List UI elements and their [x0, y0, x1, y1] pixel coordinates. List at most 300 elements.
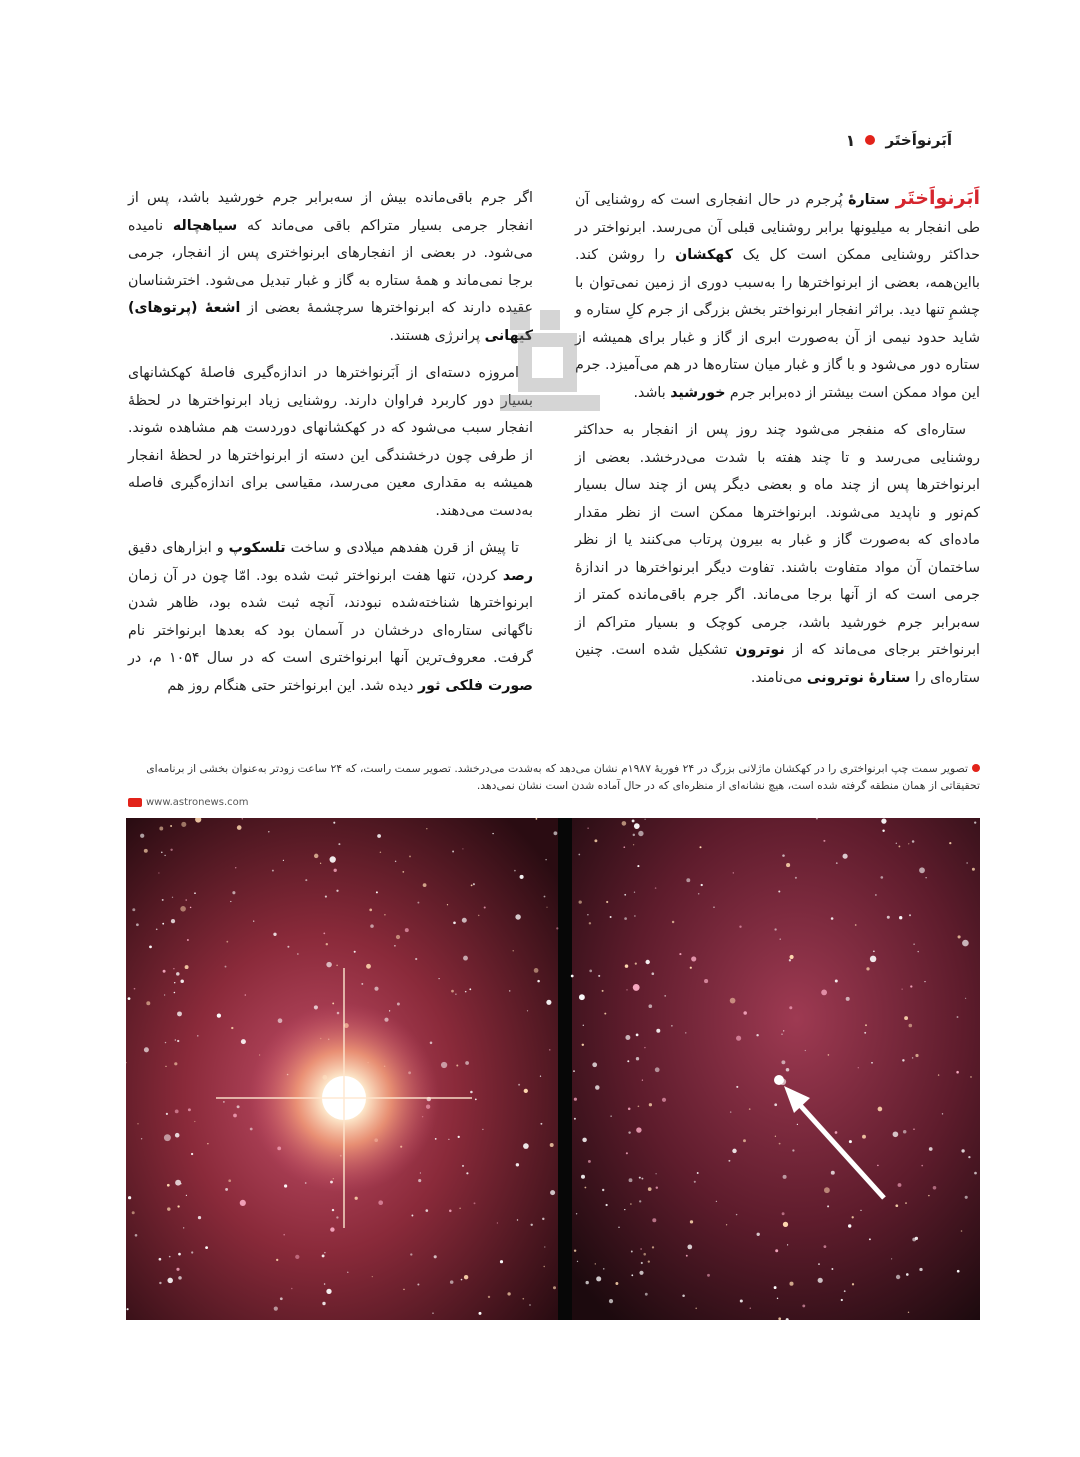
star [278, 1018, 283, 1023]
star [389, 1010, 390, 1011]
star [459, 1207, 461, 1209]
star [686, 1255, 688, 1257]
star [355, 1197, 358, 1200]
star [802, 1304, 805, 1307]
star [631, 1274, 633, 1276]
star [873, 951, 875, 953]
star [176, 1268, 179, 1271]
page-header [128, 124, 952, 156]
star [451, 990, 454, 993]
star [610, 916, 612, 918]
progenitor-star [774, 1075, 784, 1085]
star [604, 1013, 606, 1015]
credit-url[interactable]: www.astronews.com [146, 797, 249, 808]
star [462, 848, 463, 849]
star [305, 879, 307, 881]
star [469, 988, 471, 990]
star [740, 1299, 743, 1302]
star [354, 951, 356, 953]
star [470, 1091, 473, 1094]
star [396, 935, 400, 939]
photo-divider [558, 818, 572, 1320]
star [779, 1143, 781, 1145]
star [743, 1011, 747, 1015]
star [587, 828, 588, 829]
star [550, 1190, 555, 1195]
star [191, 1251, 193, 1253]
star [644, 1047, 645, 1048]
star [461, 1279, 463, 1281]
star [589, 922, 591, 924]
star [836, 862, 838, 864]
star [910, 985, 912, 987]
star [542, 1218, 544, 1220]
star [241, 1039, 246, 1044]
star [841, 1299, 843, 1301]
star [544, 1246, 545, 1247]
star [166, 1113, 168, 1115]
star [432, 1313, 433, 1314]
star [283, 1234, 285, 1236]
star [175, 1180, 181, 1186]
star [844, 1290, 846, 1292]
star [958, 935, 961, 938]
star [630, 1203, 632, 1205]
star [484, 906, 486, 908]
star [347, 1272, 348, 1273]
star [648, 1260, 650, 1262]
star [929, 1147, 933, 1151]
star [824, 1245, 827, 1248]
star [631, 1251, 633, 1253]
star [403, 1289, 405, 1291]
star [589, 970, 592, 973]
star [174, 1062, 177, 1065]
star [625, 1035, 630, 1040]
star [322, 1302, 325, 1305]
star [598, 975, 600, 977]
star [579, 900, 582, 903]
star [198, 1216, 201, 1219]
star [162, 923, 164, 925]
star [546, 1000, 551, 1005]
right-column [575, 185, 980, 702]
star [782, 1212, 785, 1215]
star [733, 872, 734, 873]
star [509, 990, 511, 992]
star [827, 1205, 829, 1207]
star [818, 1263, 820, 1265]
star [775, 1249, 778, 1252]
star [463, 956, 468, 961]
star [624, 1209, 625, 1210]
star [786, 863, 790, 867]
star [374, 987, 378, 991]
star [380, 851, 382, 853]
publisher-watermark-logo [490, 300, 610, 430]
star [410, 1253, 412, 1255]
star [144, 1047, 149, 1052]
star [369, 909, 372, 912]
star [523, 1143, 529, 1149]
star [938, 1074, 939, 1075]
star [361, 983, 363, 985]
star [862, 1135, 866, 1139]
star [713, 907, 714, 908]
star [250, 1128, 253, 1131]
star [625, 964, 629, 968]
term-star[interactable]: ستارهٔ [848, 192, 890, 208]
star [707, 1274, 710, 1277]
star [849, 1140, 852, 1143]
star [523, 1298, 525, 1300]
star [297, 953, 298, 954]
star [479, 1312, 482, 1315]
term-cosmic-rays[interactable]: اشعهٔ (پرتوهای) کیهانی [128, 300, 533, 344]
star [465, 1061, 469, 1065]
star [326, 962, 332, 968]
star [325, 896, 327, 898]
star [957, 1270, 960, 1273]
star [594, 839, 597, 842]
star [134, 988, 136, 990]
star [690, 967, 692, 969]
star [574, 1118, 576, 1120]
entry-paragraph-1: اَبَرنواَختَرستارهٔ پُرجرم در حال انفجاری است که روشنایی آن طی انفجار به میلیونها برابر روشنایی قبلی آن می‌رسد. ابرنواختر در حداکثر روشنایی ممکن است کل یک کهکشان را روشن کند. بااین‌همه، بعضی از ابرنواخترها را به‌سبب دوری از زمین نمی‌توان با چشمِ تنها دید. براثر انفجار ابرنواختر بخش بزرگی از جرم کلِ ستاره و شاید حدود نیمی از آن به‌صورت ابری از گاز و غبار برای همیشه از ستاره دور می‌شود و با گاز و غبار میان ستاره‌ها در هم می‌آمیزد. جرم این مواد ممکن است بیشتر از ده‌برابر جرم خورشید باشد. [575, 187, 980, 401]
star [877, 1165, 879, 1167]
star [949, 842, 951, 844]
star [655, 887, 657, 889]
star [276, 1259, 278, 1261]
star [965, 1196, 968, 1199]
star [956, 1071, 959, 1074]
star [639, 1271, 643, 1275]
entry-headword: اَبَرنواَختَر [895, 187, 980, 209]
star [624, 917, 627, 920]
figure-caption [128, 760, 980, 794]
star [550, 1143, 554, 1147]
star [633, 844, 634, 845]
star [164, 1134, 171, 1141]
star [648, 1187, 652, 1191]
star [774, 1103, 777, 1106]
star [685, 1032, 686, 1033]
star [141, 1138, 142, 1139]
star [176, 972, 180, 976]
star [966, 862, 967, 863]
star [450, 1280, 454, 1284]
star [237, 825, 242, 830]
star [520, 875, 524, 879]
star [634, 892, 635, 893]
star [869, 1238, 871, 1240]
star [588, 1160, 591, 1163]
star [185, 899, 187, 901]
photo-after-background [572, 818, 980, 1320]
star [268, 831, 269, 832]
star [545, 859, 547, 861]
star [750, 1307, 751, 1308]
star [334, 869, 337, 872]
star [543, 1266, 544, 1267]
term-sun[interactable]: خورشید [670, 384, 726, 401]
star [132, 1211, 135, 1214]
star [587, 914, 588, 915]
star [602, 990, 604, 992]
star [821, 989, 827, 995]
star [641, 1178, 643, 1180]
entry-paragraph-4: امروزه دسته‌ای از اَبَرنواخترها در اندازه‌گیری فاصلهٔ کهکشانهای بسیار دور کاربرد فراوان دارند. روشنایی زیاد ابرنواخترها در لحظهٔ انفجار سبب می‌شود که در کهکشانهای دوردست هم مشاهده شوند. از طرفی چون درخشندگی این دسته از ابرنواخترها در لحظهٔ انفجار همیشه به مقداری معین می‌رسد، مقیاسی برای اندازه‌گیری فاصله به‌دست می‌دهند. [128, 365, 533, 519]
star [610, 1115, 611, 1116]
star [649, 1103, 652, 1106]
star [159, 1282, 161, 1284]
star [913, 943, 915, 945]
star [639, 1177, 641, 1179]
star [170, 825, 172, 827]
star [757, 1233, 760, 1236]
star [636, 1057, 639, 1060]
star [456, 1065, 458, 1067]
star [132, 908, 135, 911]
star [136, 923, 139, 926]
star [417, 1283, 419, 1285]
star [898, 845, 900, 847]
star [682, 1295, 685, 1298]
star [207, 1143, 208, 1144]
star [420, 1172, 421, 1173]
star [633, 834, 635, 836]
star [852, 1283, 854, 1285]
star [283, 860, 284, 861]
star [242, 818, 243, 819]
star [338, 843, 340, 845]
term-black-hole[interactable]: سیاهچاله [172, 217, 238, 234]
star [411, 1215, 413, 1217]
star [835, 980, 838, 983]
star [465, 991, 467, 993]
star [137, 1123, 138, 1124]
star [855, 924, 857, 926]
star [330, 856, 336, 862]
star [175, 1110, 179, 1114]
star [701, 884, 703, 886]
star [628, 1108, 631, 1111]
star [173, 968, 174, 969]
star [191, 1153, 193, 1155]
star [639, 1200, 641, 1202]
star [662, 1098, 666, 1102]
star [792, 1149, 794, 1151]
star [448, 1139, 449, 1140]
star [500, 1260, 503, 1263]
entry-paragraph-5: تا پیش از قرن هفدهم میلادی و ساخت تلسکوپ و ابزارهای دقیق رصد کردن، تنها هفت ابرنواختر ثبت شده بود. امّا چون در آن زمان ابرنواخترها شناخته‌شده نبودند، آنچه ثبت شده بود، ظاهر شدن ناگهانی ستاره‌ای درخشان در آسمان بود که بعدها ابرنواختر نام گرفت. معروف‌ترین آنها ابرنواختری است که در سال ۱۰۵۴ م، در صورت فلکی ثور دیده شد. این ابرنواختر حتی هنگام روز هم [128, 540, 533, 694]
star [423, 883, 427, 887]
star [924, 981, 925, 982]
star [140, 834, 144, 838]
star [540, 1123, 542, 1125]
star [583, 1025, 584, 1026]
star [679, 953, 681, 955]
star [516, 1163, 519, 1166]
star [795, 877, 797, 879]
star [449, 1210, 452, 1213]
star [638, 1105, 640, 1107]
star [655, 1173, 656, 1174]
star [524, 1089, 528, 1093]
star [881, 818, 886, 823]
star [902, 989, 903, 990]
star [161, 852, 163, 854]
star [875, 894, 876, 895]
star [974, 821, 976, 823]
star [648, 1004, 652, 1008]
star [592, 1062, 597, 1067]
star [322, 1254, 325, 1257]
star [691, 956, 696, 961]
star [540, 1076, 541, 1077]
star [586, 1281, 589, 1284]
supernova-photo-pair [126, 818, 980, 1320]
star [217, 1013, 221, 1017]
star [912, 840, 915, 843]
star [582, 1044, 584, 1046]
entry-paragraph-2: ستاره‌ای که منفجر می‌شود چند روز پس از انفجار به حداکثر روشنایی می‌رسد و تا چند هفته با شدت می‌درخشد. بعضی از ابرنواخترها پس از چند ماه و بعضی دیگر پس از چند سال بسیار کم‌نور و ناپدید می‌شوند. ابرنواخترها ممکن است از نظر مقدار ماده‌ای که به‌صورت گاز و غبار به بیرون پرتاب می‌کنند یا از نظر ساختمان آن مواد متفاوت باشند. تفاوت دیگر ابرنواخترها در اندازهٔ جرمی است که از آنها برجا می‌ماند. اگر جرم باقی‌مانده کمتر از سه‌برابر جرم خورشید باشد، جرمی کوچک و بسیار متراکم از ابرنواختر برجای می‌ماند که از نوترون تشکیل شده است. چنین ستاره‌ای را ستارهٔ نوترونی می‌نامند. [575, 422, 980, 686]
star [178, 1276, 182, 1280]
star [831, 917, 834, 920]
star [291, 1288, 293, 1290]
star [453, 921, 456, 924]
star [405, 928, 409, 932]
star [418, 1179, 421, 1182]
star [870, 956, 877, 963]
star [652, 1218, 656, 1222]
star [736, 1214, 737, 1215]
star [961, 1230, 963, 1232]
star [127, 1308, 129, 1310]
term-observation[interactable]: رصد [502, 567, 533, 584]
star [783, 1030, 784, 1031]
star [786, 1068, 790, 1072]
star [694, 1181, 696, 1183]
star [893, 1131, 899, 1137]
star [632, 819, 635, 822]
star [323, 933, 325, 935]
star [942, 1113, 943, 1114]
star [698, 893, 700, 895]
star [159, 1258, 162, 1261]
star [626, 989, 627, 990]
term-neutron-star[interactable]: ستارهٔ نوترونی [806, 669, 911, 686]
star [627, 1060, 629, 1062]
star [544, 896, 546, 898]
star [672, 921, 674, 923]
star [595, 1085, 600, 1090]
star [330, 1227, 334, 1231]
term-telescope[interactable]: تلسکوپ [228, 540, 286, 556]
star [690, 1220, 693, 1223]
star [623, 846, 625, 848]
star [434, 1255, 437, 1258]
star [618, 1226, 620, 1228]
star [634, 915, 635, 916]
star [912, 1057, 914, 1059]
star [908, 843, 909, 844]
star [697, 1172, 699, 1174]
star [848, 1224, 851, 1227]
star [172, 897, 173, 898]
star [626, 1152, 628, 1154]
star [181, 822, 186, 827]
star [961, 1149, 964, 1152]
star [245, 994, 247, 996]
star [775, 1136, 776, 1137]
term-neutron[interactable]: نوترون [735, 642, 785, 658]
term-galaxy[interactable]: کهکشان [675, 247, 733, 263]
star [332, 1209, 334, 1211]
star [818, 1278, 823, 1283]
star [824, 1187, 830, 1193]
star [699, 846, 701, 848]
star [671, 1025, 672, 1026]
star [178, 1253, 181, 1256]
star [831, 1171, 835, 1175]
star [529, 1304, 531, 1306]
star [780, 938, 781, 939]
star [174, 982, 175, 983]
star [546, 907, 547, 908]
star [163, 970, 166, 973]
star [606, 901, 608, 903]
star [965, 998, 966, 999]
star [629, 1178, 633, 1182]
star [736, 1086, 738, 1088]
star [774, 928, 776, 930]
star [866, 967, 869, 970]
page-number: ۱ [845, 130, 856, 150]
star [482, 1129, 483, 1130]
star [615, 1282, 618, 1285]
star [537, 980, 540, 983]
star [366, 964, 371, 969]
caption-bullet-icon [972, 764, 980, 772]
star [514, 870, 516, 872]
star [230, 901, 231, 902]
star [730, 998, 736, 1004]
star [974, 1172, 977, 1175]
star [187, 939, 189, 941]
caption-text: تصویر سمت چپ ابرنواختری را در کهکشان ماژلانی بزرگ در ۲۴ فوریهٔ ۱۹۸۷م نشان می‌دهد که به‌شدت می‌درخشد. تصویر سمت راست، که ۲۴ ساعت زودتر به‌عنوان بخشی از برنامه‌ای تحقیقاتی از همان منطقه گرفته شده است، هیچ نشانه‌ای از منظره‌ای که در حال آماده شدن است نشان نمی‌دهد. [146, 762, 980, 792]
star [225, 966, 227, 968]
star [636, 1127, 641, 1132]
star [904, 1016, 908, 1020]
star [135, 1234, 138, 1237]
star [636, 1034, 639, 1037]
star [852, 1216, 854, 1218]
term-taurus[interactable]: صورت فلکی ثور [418, 677, 533, 694]
star [237, 1105, 240, 1108]
star [149, 946, 152, 949]
star [865, 1024, 867, 1026]
star [409, 855, 411, 857]
star [695, 1307, 697, 1309]
star [474, 1202, 476, 1204]
star [156, 928, 158, 930]
star [749, 1108, 751, 1110]
star [783, 1175, 787, 1179]
star [781, 1034, 782, 1035]
star [915, 1054, 918, 1057]
star [972, 868, 975, 871]
